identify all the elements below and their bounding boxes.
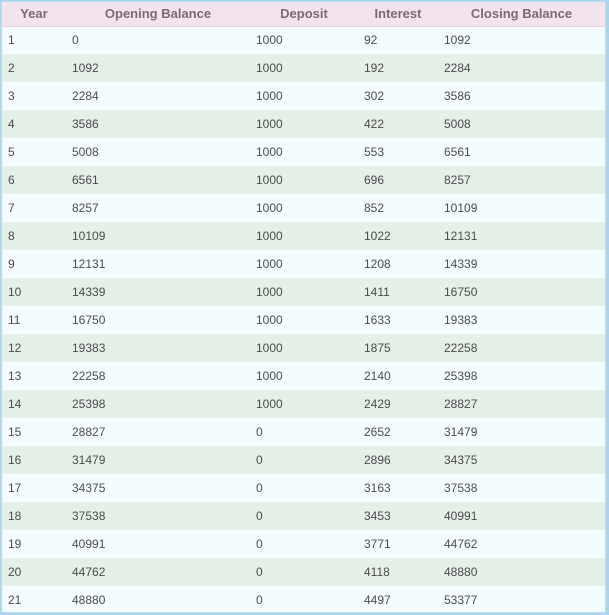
- cell-interest: 2652: [364, 425, 391, 439]
- cell-deposit: 0: [256, 509, 263, 523]
- cell-interest: 1022: [364, 229, 391, 243]
- cell-interest: 4118: [364, 565, 390, 579]
- table-row: [2, 586, 605, 613]
- balance-table-panel: [1, 1, 606, 613]
- cell-closing-balance: 25398: [444, 369, 478, 383]
- cell-interest: 4497: [364, 593, 391, 607]
- table-row: [2, 334, 605, 362]
- cell-year: 17: [8, 481, 22, 495]
- column-header-opening-balance: Opening Balance: [104, 6, 212, 22]
- cell-year: 18: [8, 509, 22, 523]
- table-row: [2, 250, 605, 278]
- cell-year: 5: [8, 145, 15, 159]
- cell-opening-balance: 2284: [72, 89, 99, 103]
- cell-deposit: 0: [256, 425, 263, 439]
- cell-deposit: 1000: [256, 313, 283, 327]
- cell-year: 19: [8, 537, 22, 551]
- cell-opening-balance: 31479: [72, 453, 106, 467]
- cell-closing-balance: 3586: [444, 89, 471, 103]
- cell-opening-balance: 0: [72, 33, 79, 48]
- cell-interest: 553: [364, 145, 385, 159]
- cell-interest: 1875: [364, 341, 391, 355]
- table-row: [2, 474, 605, 502]
- cell-closing-balance: 34375: [444, 453, 478, 467]
- cell-year: 21: [8, 593, 22, 607]
- cell-year: 4: [8, 117, 15, 131]
- table-row: [2, 278, 605, 306]
- cell-interest: 422: [364, 117, 385, 131]
- cell-opening-balance: 12131: [72, 257, 106, 271]
- cell-year: 12: [8, 341, 22, 355]
- cell-closing-balance: 6561: [444, 145, 471, 159]
- column-header-year: Year: [20, 6, 48, 22]
- table-row: [2, 306, 605, 334]
- table-row: [2, 418, 605, 446]
- cell-interest: 1633: [364, 313, 391, 327]
- cell-deposit: 1000: [256, 117, 283, 131]
- table-row: [2, 138, 605, 166]
- cell-deposit: 1000: [256, 229, 283, 243]
- cell-interest: 302: [364, 89, 385, 103]
- cell-deposit: 1000: [256, 173, 283, 187]
- table-row: [2, 558, 605, 586]
- cell-year: 20: [8, 565, 22, 579]
- cell-interest: 92: [364, 33, 378, 48]
- cell-deposit: 1000: [256, 145, 283, 159]
- column-header-closing-balance: Closing Balance: [470, 6, 573, 22]
- table-row: [2, 390, 605, 418]
- cell-opening-balance: 25398: [72, 397, 106, 411]
- cell-interest: 192: [364, 61, 385, 75]
- table-header-row: [2, 2, 605, 26]
- cell-year: 6: [8, 173, 15, 187]
- cell-deposit: 1000: [256, 61, 283, 75]
- cell-interest: 2140: [364, 369, 391, 383]
- cell-year: 8: [8, 229, 15, 243]
- cell-opening-balance: 6561: [72, 173, 99, 187]
- cell-closing-balance: 53377: [444, 593, 478, 607]
- table-row: [2, 530, 605, 558]
- column-header-interest: Interest: [374, 6, 422, 22]
- cell-interest: 2429: [364, 397, 391, 411]
- cell-year: 15: [8, 425, 22, 439]
- cell-closing-balance: 10109: [444, 201, 478, 215]
- cell-opening-balance: 10109: [72, 229, 106, 243]
- cell-closing-balance: 19383: [444, 313, 478, 327]
- table-row: [2, 446, 605, 474]
- cell-deposit: 0: [256, 481, 263, 495]
- cell-closing-balance: 1092: [444, 33, 471, 48]
- cell-opening-balance: 37538: [72, 509, 106, 523]
- cell-interest: 1411: [364, 285, 390, 299]
- cell-deposit: 1000: [256, 33, 283, 48]
- table-row: [2, 222, 605, 250]
- cell-deposit: 1000: [256, 397, 283, 411]
- cell-opening-balance: 5008: [72, 145, 99, 159]
- cell-opening-balance: 28827: [72, 425, 106, 439]
- cell-closing-balance: 28827: [444, 397, 478, 411]
- cell-opening-balance: 40991: [72, 537, 106, 551]
- column-header-deposit: Deposit: [280, 6, 328, 22]
- table-row: [2, 502, 605, 530]
- table-row: [2, 110, 605, 138]
- table-row: [2, 82, 605, 110]
- cell-deposit: 1000: [256, 369, 283, 383]
- cell-year: 16: [8, 453, 22, 467]
- cell-year: 2: [8, 61, 15, 75]
- cell-year: 9: [8, 257, 15, 271]
- cell-interest: 3453: [364, 509, 391, 523]
- cell-closing-balance: 2284: [444, 61, 471, 75]
- cell-opening-balance: 48880: [72, 593, 106, 607]
- cell-closing-balance: 31479: [444, 425, 478, 439]
- cell-opening-balance: 3586: [72, 117, 99, 131]
- table-row: [2, 166, 605, 194]
- cell-year: 14: [8, 397, 22, 411]
- cell-deposit: 0: [256, 453, 263, 467]
- cell-deposit: 1000: [256, 341, 283, 355]
- cell-year: 3: [8, 89, 15, 103]
- cell-opening-balance: 44762: [72, 565, 106, 579]
- table-row: [2, 362, 605, 390]
- cell-opening-balance: 34375: [72, 481, 106, 495]
- cell-closing-balance: 37538: [444, 481, 478, 495]
- cell-year: 1: [8, 33, 15, 48]
- cell-interest: 696: [364, 173, 385, 187]
- cell-interest: 3771: [364, 537, 391, 551]
- cell-opening-balance: 16750: [72, 313, 106, 327]
- cell-deposit: 0: [256, 565, 263, 579]
- cell-closing-balance: 22258: [444, 341, 478, 355]
- cell-deposit: 0: [256, 593, 263, 607]
- cell-year: 7: [8, 201, 15, 215]
- cell-deposit: 0: [256, 537, 263, 551]
- cell-closing-balance: 14339: [444, 257, 478, 271]
- cell-closing-balance: 48880: [444, 565, 478, 579]
- balance-table: [2, 2, 605, 613]
- table-row: [2, 194, 605, 222]
- cell-closing-balance: 40991: [444, 509, 478, 523]
- cell-interest: 2896: [364, 453, 391, 467]
- cell-closing-balance: 44762: [444, 537, 478, 551]
- table-body: [2, 26, 605, 613]
- cell-year: 10: [8, 285, 22, 299]
- cell-opening-balance: 19383: [72, 341, 106, 355]
- cell-year: 11: [8, 313, 21, 327]
- cell-interest: 3163: [364, 481, 391, 495]
- cell-opening-balance: 14339: [72, 285, 106, 299]
- cell-opening-balance: 8257: [72, 201, 99, 215]
- cell-deposit: 1000: [256, 257, 283, 271]
- cell-opening-balance: 1092: [72, 61, 99, 75]
- cell-year: 13: [8, 369, 22, 383]
- cell-closing-balance: 5008: [444, 117, 471, 131]
- cell-deposit: 1000: [256, 201, 283, 215]
- cell-closing-balance: 12131: [444, 229, 478, 243]
- cell-deposit: 1000: [256, 89, 283, 103]
- table-row: [2, 54, 605, 82]
- cell-interest: 852: [364, 201, 385, 215]
- cell-opening-balance: 22258: [72, 369, 106, 383]
- cell-closing-balance: 8257: [444, 173, 471, 187]
- cell-closing-balance: 16750: [444, 285, 478, 299]
- cell-deposit: 1000: [256, 285, 283, 299]
- table-row: [2, 26, 605, 54]
- cell-interest: 1208: [364, 257, 391, 271]
